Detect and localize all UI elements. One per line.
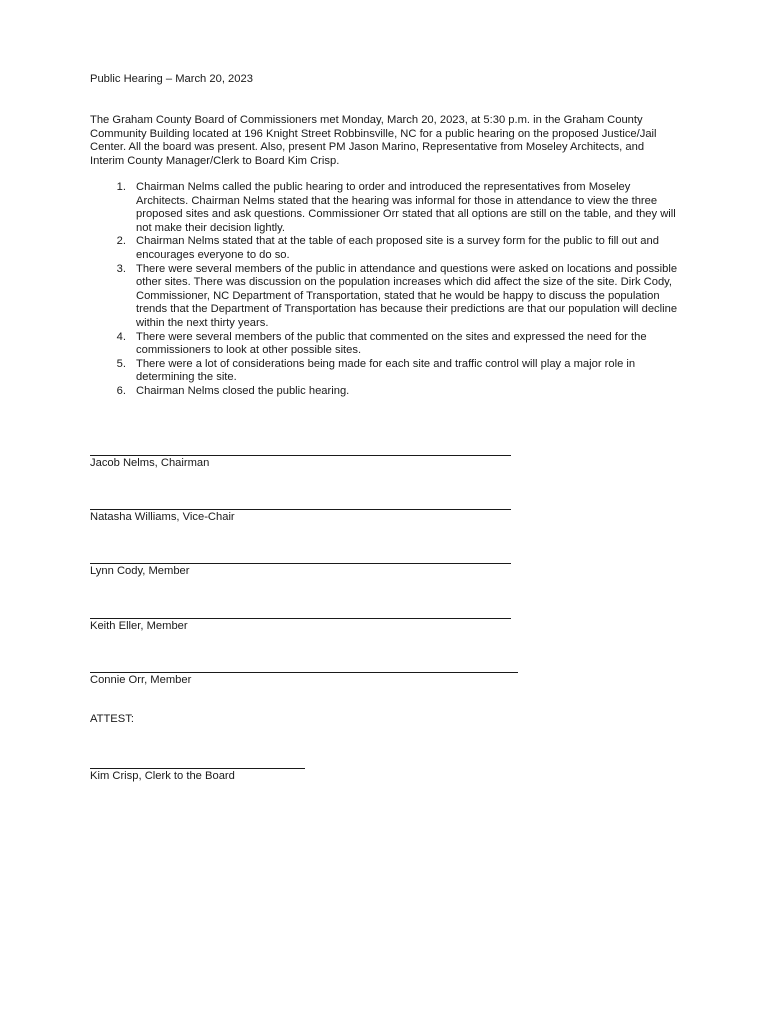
list-item-number: 5.	[116, 357, 126, 370]
list-item	[90, 263, 682, 331]
list-item-text: There were several members of the public that commented on the sites and expressed the need for the commissioners to look at other possible sites.	[136, 330, 647, 357]
signatory-name: Natasha Williams, Vice-Chair	[90, 511, 235, 523]
signature-block-vice-chair	[90, 496, 511, 525]
signature-line	[90, 496, 511, 510]
list-item-text: There were a lot of considerations being made for each site and traffic control will play a major role in determining the site.	[136, 357, 636, 384]
hearing-items-list	[90, 181, 682, 399]
list-item-text: There were several members of the public in attendance and questions were asked on locations and possible other sites. There was discussion on the population increases which did affect the size of the site. Dirk Cody, Commissioner, NC Department of Transportation, stated that he would be happy to discuss the population trends that the Department of Transportation has because their predictions are that our population will decline within the next thirty years.	[136, 262, 678, 329]
list-item	[90, 331, 682, 358]
attest-label: ATTEST:	[90, 713, 134, 725]
signatory-name: Connie Orr, Member	[90, 674, 192, 686]
list-item-number: 3.	[116, 262, 126, 275]
list-item	[90, 358, 682, 385]
signature-block-member-cody	[90, 550, 511, 579]
signatory-name: Keith Eller, Member	[90, 620, 188, 632]
intro-paragraph: The Graham County Board of Commissioners met Monday, March 20, 2023, at 5:30 p.m. in the Graham County Community Building located at 196 Knight Street Robbinsville, NC for a public hearing on the proposed Justice/Jail Center. All the board was present. Also, present PM Jason Marino, Representative from Moseley Architects, and Interim County Manager/Clerk to Board Kim Crisp.	[90, 114, 657, 167]
signature-line	[90, 659, 518, 673]
signatory-name: Jacob Nelms, Chairman	[90, 457, 210, 469]
list-item-number: 2.	[116, 235, 126, 248]
signature-block-member-orr	[90, 659, 518, 688]
signatory-name: Kim Crisp, Clerk to the Board	[90, 770, 235, 782]
signature-block-clerk	[90, 755, 305, 784]
list-item-text: Chairman Nelms called the public hearing to order and introduced the representatives from Moseley Architects. Chairman Nelms stated that the hearing was informal for those in attendance to view the three proposed sites and ask questions. Commissioner Orr stated that all options are still on the table, and they will not make their decision lightly.	[136, 181, 676, 234]
list-item-number: 1.	[116, 181, 126, 193]
document-title: Public Hearing – March 20, 2023	[90, 73, 253, 85]
signature-block-member-eller	[90, 605, 511, 634]
list-item	[90, 181, 682, 235]
signature-line	[90, 442, 511, 456]
list-item-text: Chairman Nelms closed the public hearing.	[136, 384, 350, 397]
list-item	[90, 385, 682, 399]
signature-line	[90, 550, 511, 564]
list-item	[90, 235, 682, 262]
signature-block-chairman	[90, 442, 511, 471]
signature-line	[90, 755, 305, 769]
list-item-number: 4.	[116, 330, 126, 343]
list-item-number: 6.	[116, 384, 126, 397]
signatory-name: Lynn Cody, Member	[90, 565, 190, 577]
list-item-text: Chairman Nelms stated that at the table of each proposed site is a survey form for the public to fill out and encourages everyone to do so.	[136, 235, 659, 261]
signature-line	[90, 605, 511, 619]
